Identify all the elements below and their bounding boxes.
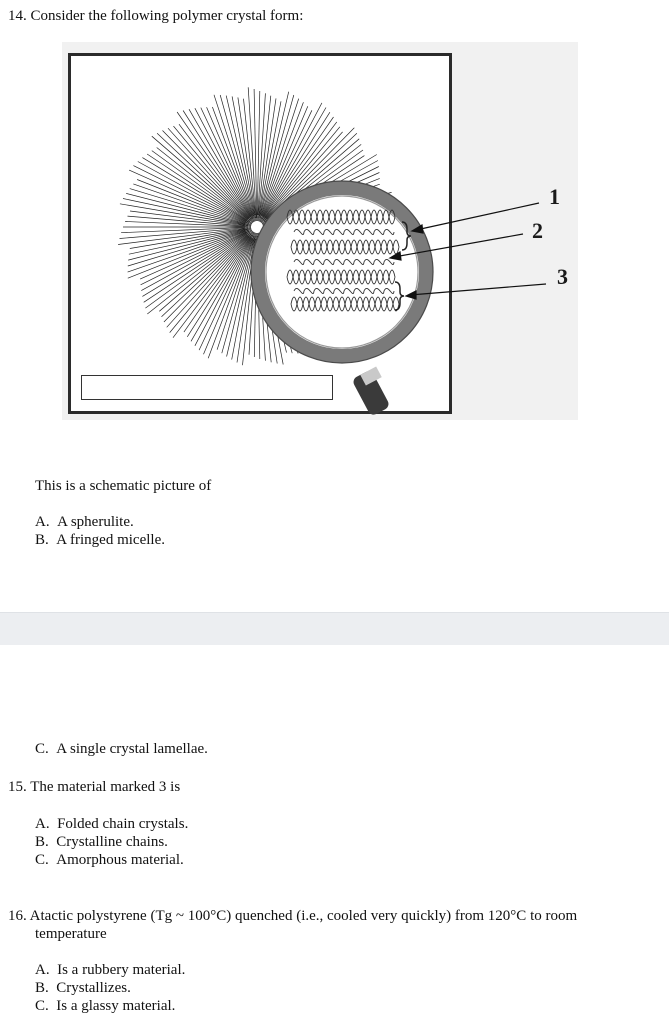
option-text: A spherulite.: [57, 514, 134, 530]
option-text: Crystalline chains.: [56, 834, 168, 850]
figure-label-2: 2: [532, 218, 543, 243]
question-15-title: 15. The material marked 3 is: [8, 779, 181, 795]
q15-option-b: [35, 833, 168, 851]
q16-option-c: [35, 997, 175, 1015]
question-14-prompt: This is a schematic picture of: [35, 478, 212, 494]
q14-option-b: [35, 531, 165, 549]
document-page-bottom: [0, 645, 669, 1024]
question-14-title: 14. Consider the following polymer crystal form:: [8, 8, 304, 24]
spherulite-figure: [62, 42, 578, 420]
figure-label-3: 3: [557, 264, 568, 289]
q15-option-c: [35, 851, 184, 869]
option-text: A single crystal lamellae.: [56, 741, 208, 757]
option-letter: B.: [35, 834, 49, 850]
q16-option-b: [35, 979, 131, 997]
q14-option-c: [35, 740, 208, 758]
figure-label-1: 1: [549, 184, 560, 209]
option-letter: B.: [35, 980, 49, 996]
q14-option-a: [35, 513, 134, 531]
spherulite-drawing: [62, 42, 578, 420]
option-letter: A.: [35, 514, 50, 530]
option-letter: A.: [35, 816, 50, 832]
option-text: Is a glassy material.: [56, 998, 176, 1014]
q15-option-a: [35, 815, 188, 833]
option-text: Folded chain crystals.: [57, 816, 189, 832]
question-16-title-line2: temperature: [35, 926, 107, 942]
option-letter: C.: [35, 741, 49, 757]
question-16-title-line1: 16. Atactic polystyrene (Tg ~ 100°C) quenched (i.e., cooled very quickly) from 120°C to room: [8, 908, 578, 924]
option-letter: C.: [35, 852, 49, 868]
option-text: Amorphous material.: [56, 852, 184, 868]
page-break-gap: [0, 612, 669, 646]
option-text: Crystallizes.: [56, 980, 131, 996]
option-text: A fringed micelle.: [56, 532, 165, 548]
option-letter: B.: [35, 532, 49, 548]
option-text: Is a rubbery material.: [57, 962, 186, 978]
q16-option-a: [35, 961, 185, 979]
option-letter: A.: [35, 962, 50, 978]
option-letter: C.: [35, 998, 49, 1014]
figure-blank-caption-box: [81, 375, 333, 400]
